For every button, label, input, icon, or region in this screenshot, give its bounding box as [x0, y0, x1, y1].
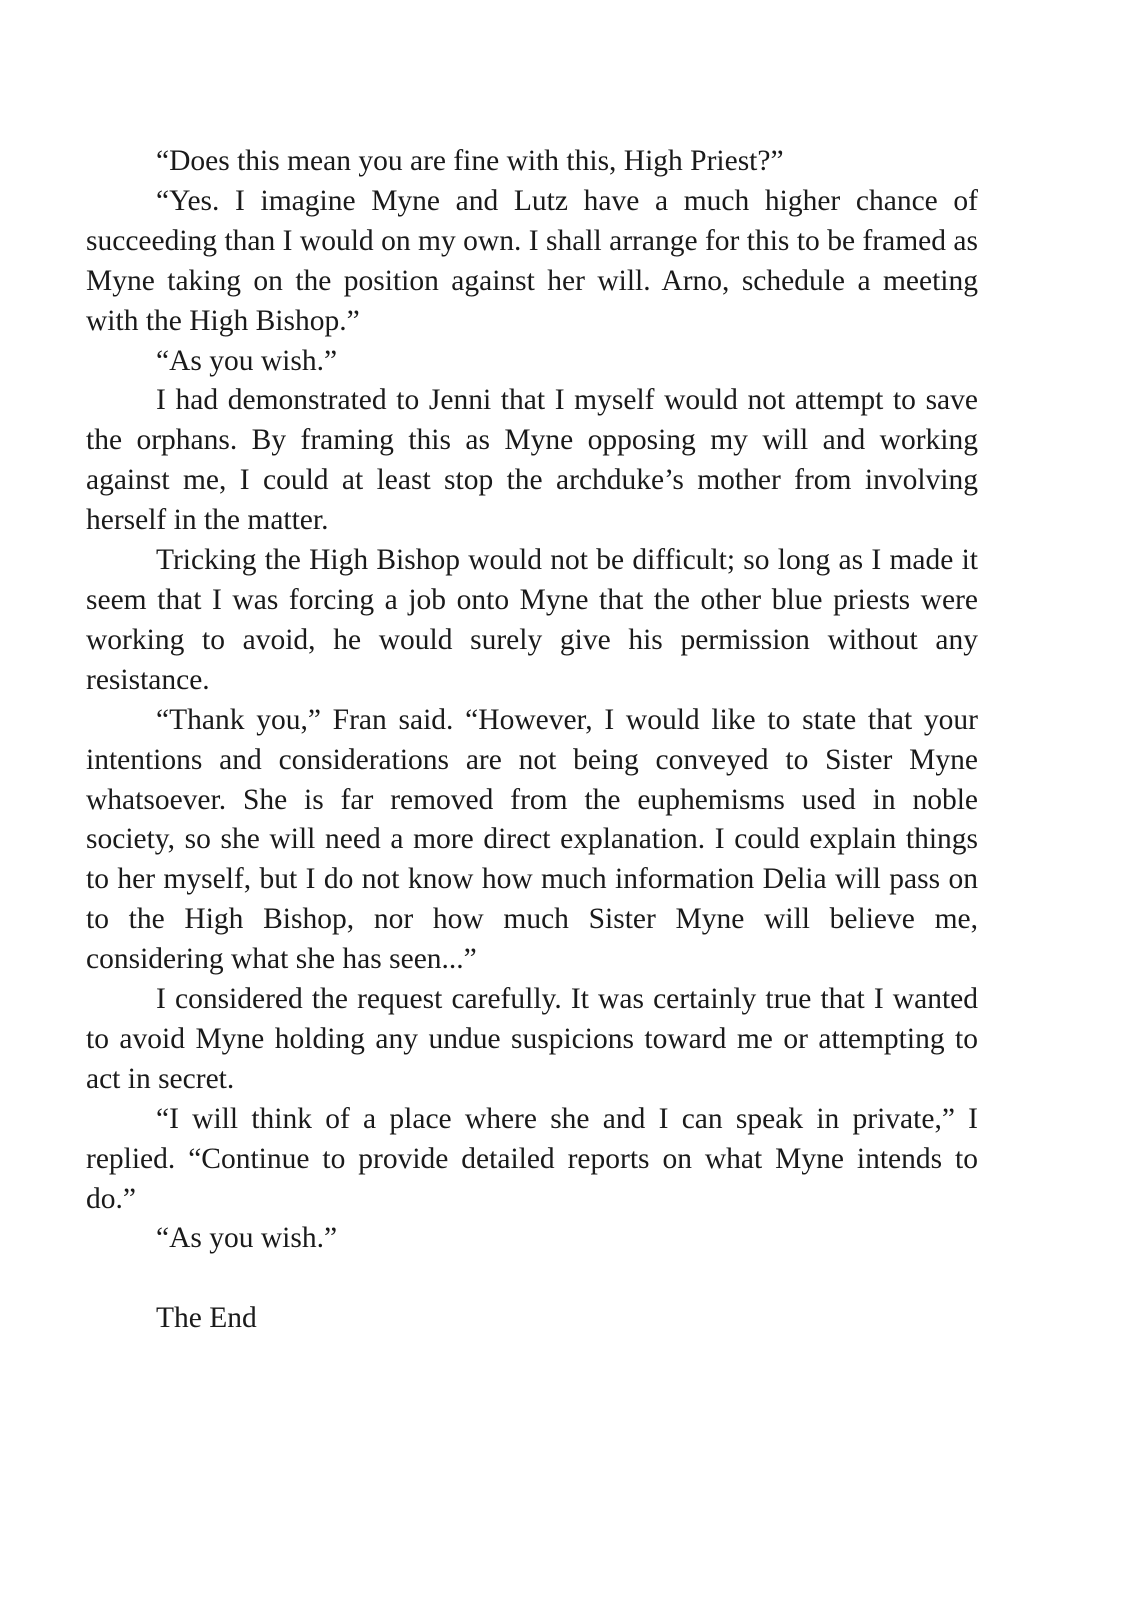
document-page — [86, 142, 978, 1339]
paragraph-2: “Yes. I imagine Myne and Lutz have a much higher chance of succeeding than I would on my own. I shall arrange for this to be framed as Myne taking on the position against her will. Arno, schedule a meeting with the High Bishop.” — [86, 184, 978, 337]
the-end-text: The End — [156, 1302, 257, 1335]
paragraph-5: Tricking the High Bishop would not be difficult; so long as I made it seem that I was forcing a job onto Myne that the other blue priests were working to avoid, he would surely give his permission without any resistance. — [86, 544, 978, 696]
paragraph-3: “As you wish.” — [156, 344, 338, 377]
paragraph-7: I considered the request carefully. It was certainly true that I wanted to avoid Myne holding any undue suspicions toward me or attempting to act in secret. — [86, 983, 978, 1095]
paragraph-8: “I will think of a place where she and I can speak in private,” I replied. “Continue to provide detailed reports on what Myne intends to do.” — [86, 1102, 978, 1215]
section-spacer — [86, 1259, 978, 1299]
paragraph-1: “Does this mean you are fine with this, High Priest?” — [156, 145, 784, 177]
paragraph-9: “As you wish.” — [156, 1222, 338, 1255]
paragraph-6: “Thank you,” Fran said. “However, I would like to state that your intentions and considerations are not being conveyed to Sister Myne whatsoever. She is far removed from the euphemisms used in noble society, so she will need a more direct explanation. I could explain things to her myself, but I do not know how much information Delia will pass on to the High Bishop, nor how much Sister Myne will believe me, considering what she has seen...” — [86, 703, 978, 976]
paragraph-4: I had demonstrated to Jenni that I myself would not attempt to save the orphans. By framing this as Myne opposing my will and working against me, I could at least stop the archduke’s mother from involving herself in the matter. — [86, 384, 978, 537]
